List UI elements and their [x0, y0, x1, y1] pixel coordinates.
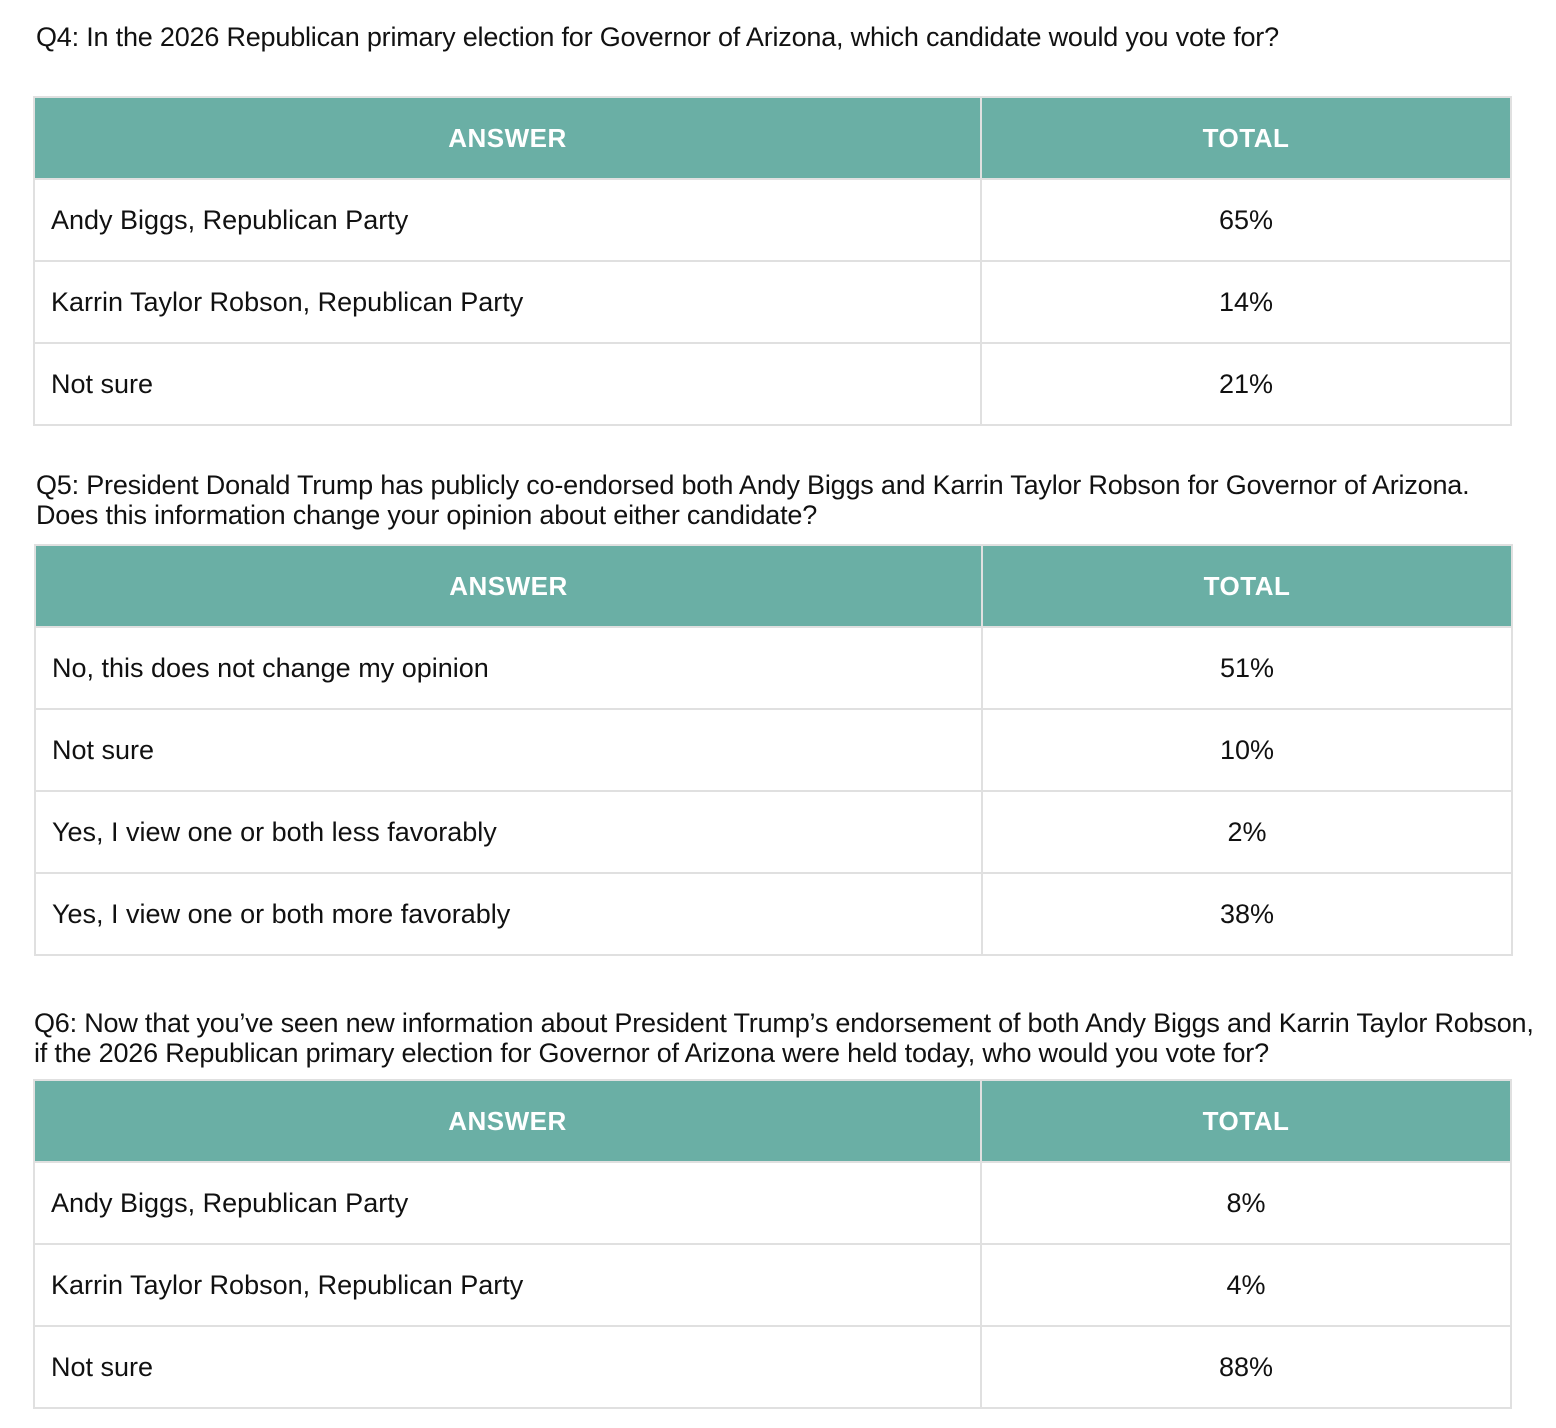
table-header-row — [34, 97, 1511, 179]
table-row — [34, 179, 1511, 261]
question-q4: Q4: In the 2026 Republican primary election for Governor of Arizona, which candidate would you vote for? — [36, 22, 1279, 52]
question-q5: Q5: President Donald Trump has publicly co-endorsed both Andy Biggs and Karrin Taylor Robson for Governor of Arizona. Does this information change your opinion about either candidate? — [36, 470, 1470, 530]
table-header-row — [35, 545, 1512, 627]
table-row — [34, 1326, 1511, 1408]
answer-cell: Karrin Taylor Robson, Republican Party — [34, 1244, 981, 1326]
answer-column-header: ANSWER — [34, 97, 981, 179]
table-header-row — [34, 1080, 1511, 1162]
answer-cell: Andy Biggs, Republican Party — [34, 1162, 981, 1244]
total-column-header: TOTAL — [982, 545, 1512, 627]
table-row — [34, 261, 1511, 343]
total-column-header: TOTAL — [981, 97, 1511, 179]
total-cell: 8% — [981, 1162, 1511, 1244]
total-cell: 4% — [981, 1244, 1511, 1326]
results-table-q5 — [34, 544, 1513, 956]
answer-cell: No, this does not change my opinion — [35, 627, 982, 709]
question-q6: Q6: Now that you’ve seen new information about President Trump’s endorsement of both Andy Biggs and Karrin Taylor Robson, if the 2026 Republican primary election for Governor of Arizona were held today, who would you vote for? — [34, 1008, 1534, 1068]
answer-cell: Yes, I view one or both more favorably — [35, 873, 982, 955]
answer-cell: Not sure — [35, 709, 982, 791]
answer-cell: Not sure — [34, 343, 981, 425]
table-row — [34, 1162, 1511, 1244]
table-row — [35, 627, 1512, 709]
total-cell: 21% — [981, 343, 1511, 425]
table-row — [35, 709, 1512, 791]
answer-column-header: ANSWER — [35, 545, 982, 627]
table-row — [34, 1244, 1511, 1326]
total-cell: 14% — [981, 261, 1511, 343]
total-cell: 2% — [982, 791, 1512, 873]
table-row — [35, 791, 1512, 873]
answer-cell: Yes, I view one or both less favorably — [35, 791, 982, 873]
total-cell: 88% — [981, 1326, 1511, 1408]
total-cell: 65% — [981, 179, 1511, 261]
results-table-q4 — [33, 96, 1512, 426]
total-cell: 10% — [982, 709, 1512, 791]
answer-column-header: ANSWER — [34, 1080, 981, 1162]
total-column-header: TOTAL — [981, 1080, 1511, 1162]
table-row — [35, 873, 1512, 955]
answer-cell: Karrin Taylor Robson, Republican Party — [34, 261, 981, 343]
results-table-q6 — [33, 1079, 1512, 1409]
total-cell: 51% — [982, 627, 1512, 709]
table-row — [34, 343, 1511, 425]
total-cell: 38% — [982, 873, 1512, 955]
answer-cell: Not sure — [34, 1326, 981, 1408]
answer-cell: Andy Biggs, Republican Party — [34, 179, 981, 261]
